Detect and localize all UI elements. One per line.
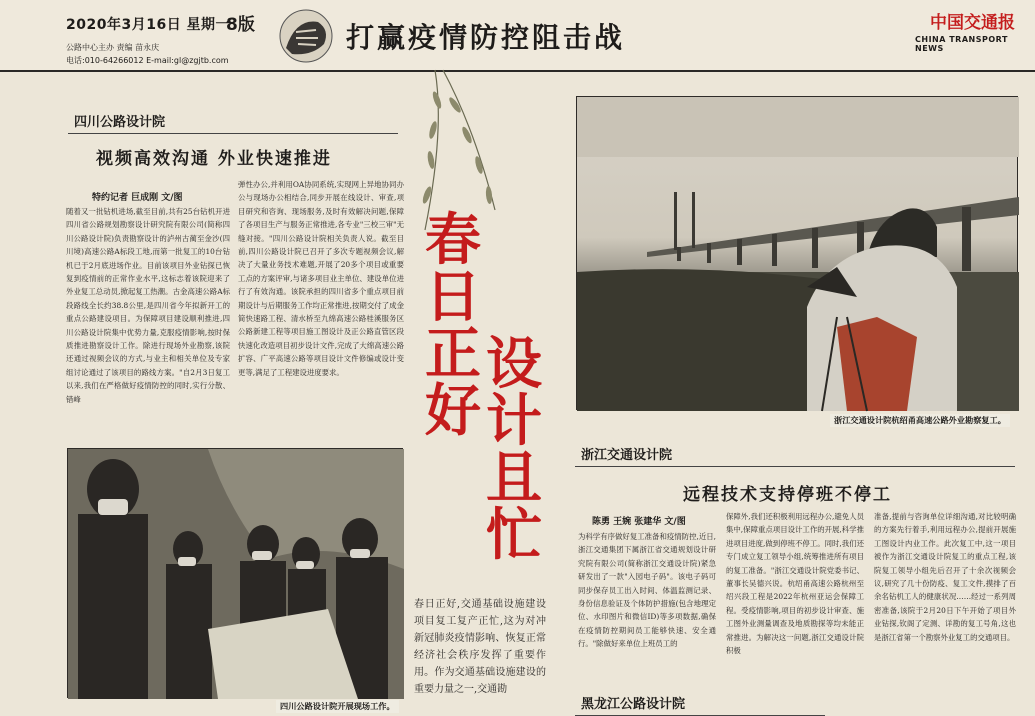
article-column-sichuan-2: 弹性办公,并利用OA协同系统,实现网上异地协同办公与现场办公相结合,同步开展在线设计、审查,项目研究和咨询、现场服务,及时有效解决问题,保障了各项目生产与服务正常推进,各专业"三校三审"无缝对接。"四川公路设计院相关负责人说。截至目前,四川公路设计院已召开了多次专题视频会议,解决了大量业务技术难题,开展了20多个项目或重要工点的方案评审,与诸多项目业主单位、建设单位进行了有效沟通。该院承担的四川省多个重点项目前期设计与后期服务工作均正常推进,按期交付了成金简快速路工程、清水桥至九绵高速公路桂溪服务区公路新建工程等项目施工图设计及正公路直管区段快速化改造项目初步设计文件,完成了大绵高速公路扩容、广平高速公路等项目设计文件修编或设计变更等,满足了工程建设进度要求。: [238, 180, 404, 377]
headline-zhejiang: 远程技术支持停班不停工: [683, 485, 892, 505]
article-column-zhejiang-2: 保障外,我们还积极利用远程办公,避免人员集中,保障重点项目设计工作的开展,科学推进项目进度,做到停班不停工。同时,我们还专门成立复工领导小组,统筹推进所有项目的复工准备。"浙江交通设计院党委书记、董事长吴德兴说。杭绍甬高速公路杭州至绍兴段工程是2022年杭州亚运会保障工程。受疫情影响,项目的初步设计审查、施工图外业测量调查及地质勘探等均未能正常推进。为解决这一问题,浙江交通设计院积极: [726, 512, 864, 656]
site-team-photo: [67, 448, 403, 698]
bridge-scene-image: [577, 97, 1019, 411]
section-banner-title: 打赢疫情防控阻击战: [346, 21, 626, 54]
fist-emblem-icon: [276, 8, 336, 64]
issue-date: 2020年3月16日 星期一: [66, 17, 231, 33]
byline-zhejiang: 陈勇 王婉 张建华 文/图: [592, 517, 686, 527]
photo-caption-sichuan: 四川公路设计院开展现场工作。: [276, 700, 399, 713]
section-label-heilongjiang: 黑龙江公路设计院: [575, 690, 825, 716]
headline-sichuan: 视频高效沟通 外业快速推进: [96, 149, 332, 169]
section-label-sichuan: 四川公路设计院: [68, 108, 398, 134]
bridge-survey-photo: [576, 96, 1018, 410]
feature-title-part2: 设计且忙: [486, 331, 542, 568]
contact-line: 电话:010-64266012 E-mail:gl@zgjtb.com: [66, 56, 229, 65]
article-column-sichuan-1: 随着又一批钻机进场,截至目前,共有25台钻机开进四川省公路规划勘察设计研究院有限公司(简称四川公路设计院)负责勘察设计的泸州古蔺至金沙(四川境)高速公路A标段工地,而第一批复工的10台钻机已于2月底进场作业。目前该项目外业钻探已恢复到疫情前的正常作业水平,这标志着该院迎来了外业复工总动员,掀起复工热潮。古金高速公路A标段路线全长约38.8公里,是四川省今年拟新开工的重点公路建设项目。为保障项目建设顺利推进,四川公路设计院集中优势力量,克服疫情影响,按时保质推进勘察设计工作。除进行现场外业勘察,该院还通过视频会议的方式,与业主和相关单位及专家组讨论通过了该项目的路线方案。"自2月3日复工以来,我们在严格做好疫情防控的同时,实行分散、错峰: [66, 207, 230, 404]
team-scene-image: [68, 449, 404, 699]
photo-caption-zhejiang: 浙江交通设计院杭绍甬高速公路外业勘察复工。: [830, 414, 1010, 427]
newspaper-name-en: CHINA TRANSPORT NEWS: [915, 35, 1008, 53]
editor-line: 公路中心主办 责编 苗永庆: [66, 43, 160, 52]
page-number: 8版: [226, 15, 255, 35]
section-label-zhejiang: 浙江交通设计院: [575, 441, 1015, 467]
article-column-zhejiang-1: 为科学有序做好复工准备和疫情防控,近日,浙江交通集团下属浙江省交通规划设计研究院有限公司(简称浙江交通设计院)紧急研发出了一款"入园电子码"。该电子码可同步保存员工出入时间、体温监测记录、身份信息验证及个体防护措施(包含地理定位、水印图片和微信ID)等多项数据,确保在疫情防控期间员工能够快速、安全通行。"除做好来单位上班员工的: [578, 532, 716, 649]
feature-title-part1: 春日正好: [425, 207, 481, 444]
article-column-zhejiang-3: 准备,提前与咨询单位详细沟通,对比较明确的方案先行着手,利用远程办公,提前开展施工图设计内业工作。此次复工中,这一项目被作为浙江交通设计院复工的重点工程,该院复工领导小组先后召开了十余次视频会议,研究了几十份防疫、复工文件,摸排了百余名钻机工人的健康状况……经过一系列周密准备,该院于2月20日下午开始了项目外业钻探,钦阁了定测、详勘的复工号角,这也是浙江省第一个勘察外业复工的交通项目。: [874, 512, 1016, 642]
byline-sichuan: 特约记者 巨成刚 文/图: [92, 193, 183, 203]
feature-intro-text: 春日正好,交通基础设施建设项目复工复产正忙,这为对冲新冠肺炎疫情影响、恢复正常经济社会秩序发挥了重要作用。作为交通基础设施建设的重要力量之一,交通勘: [414, 599, 546, 695]
newspaper-name: 中国交通报: [930, 13, 1015, 33]
